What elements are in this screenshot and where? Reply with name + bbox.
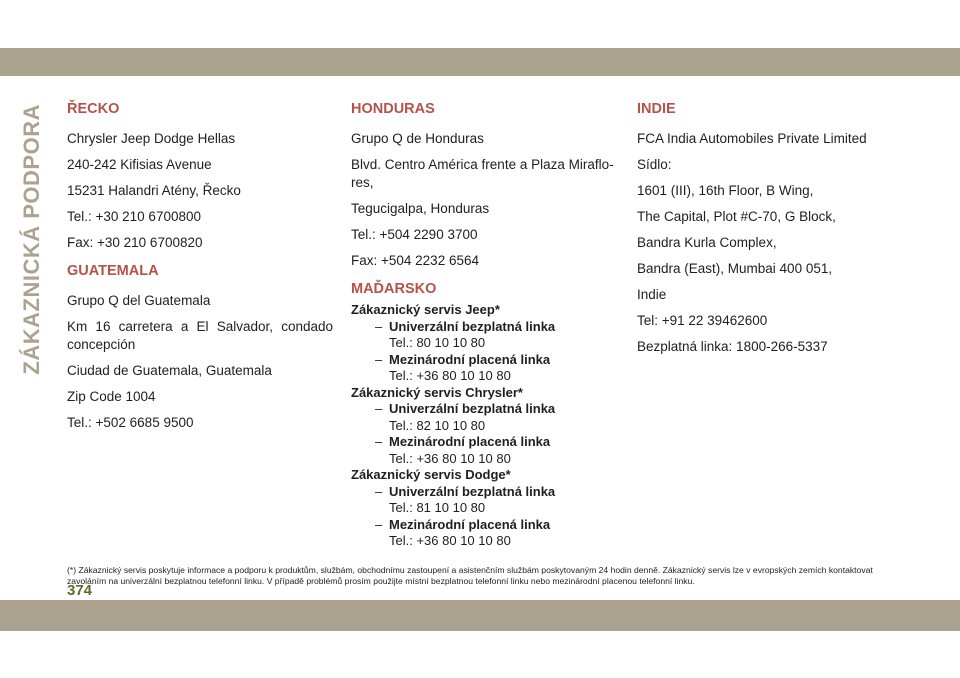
column-middle (351, 100, 617, 550)
service-line-item: – Univerzální bezplatná linka (375, 401, 556, 416)
heading-greece: ŘECKO (67, 101, 120, 117)
guatemala-line: Tel.: +502 6685 9500 (67, 415, 194, 430)
honduras-line: Grupo Q de Honduras (351, 131, 484, 146)
heading-guatemala: GUATEMALA (67, 263, 159, 279)
column-right (637, 100, 903, 364)
service-block-jeep (351, 302, 617, 385)
guatemala-line: Km 16 carretera a El Salvador, condado concepción (67, 319, 333, 352)
guatemala-line: Grupo Q del Guatemala (67, 293, 211, 308)
service-phone: Tel.: +36 80 10 10 80 (389, 368, 511, 383)
section-side-title-text: ZÁKAZNICKÁ PODPORA (19, 103, 44, 375)
honduras-line: Blvd. Centro América frente a Plaza Miraflo-res, (351, 157, 614, 190)
india-line: Bandra Kurla Complex, (637, 235, 777, 250)
service-phone: Tel.: 82 10 10 80 (389, 417, 486, 433)
india-line: Indie (637, 287, 667, 302)
footer-band (0, 600, 960, 631)
column-left (67, 100, 333, 440)
service-title: Zákaznický servis Dodge* (351, 467, 511, 482)
service-block-dodge (351, 467, 617, 550)
india-line: 1601 (III), 16th Floor, B Wing, (637, 183, 814, 198)
section-side-title (10, 100, 54, 378)
greece-line: Chrysler Jeep Dodge Hellas (67, 131, 236, 146)
service-title: Zákaznický servis Jeep* (351, 302, 500, 317)
india-line: Tel: +91 22 39462600 (637, 313, 768, 328)
india-line: Sídlo: (637, 157, 672, 172)
heading-honduras: HONDURAS (351, 101, 435, 117)
service-phone: Tel.: 80 10 10 80 (389, 335, 486, 350)
greece-line: Tel.: +30 210 6700800 (67, 209, 201, 224)
india-line: Bandra (East), Mumbai 400 051, (637, 261, 833, 276)
service-line-item: – Mezinárodní placená linka (375, 516, 551, 532)
service-title: Zákaznický servis Chrysler* (351, 384, 523, 400)
service-line-item: – Univerzální bezplatná linka (375, 483, 556, 499)
india-line: FCA India Automobiles Private Limited (637, 131, 867, 146)
india-line: The Capital, Plot #C-70, G Block, (637, 209, 836, 224)
service-phone: Tel.: +36 80 10 10 80 (389, 533, 511, 548)
greece-line: 240-242 Kifisias Avenue (67, 157, 212, 172)
footnote: (*) Zákaznický servis poskytuje informace a podporu k produktům, službám, obchodnímu zastoupení a asistenčním službám poskytovaným 24 hodin denně. Zákaznický servis lze v evropských zemích kontaktovat zavoláním na univerzální bezplatnou telefonní linku. V případě problémů prosím použijte místní bezplatnou telefonní linku nebo mezinárodní placenou telefonní linku. (67, 564, 873, 586)
service-line-item: – Mezinárodní placená linka (375, 351, 551, 367)
service-line-item: – Univerzální bezplatná linka (375, 318, 556, 334)
service-block-chrysler (351, 385, 617, 468)
india-line: Bezplatná linka: 1800-266-5337 (637, 339, 828, 354)
header-band (0, 48, 960, 76)
guatemala-line: Ciudad de Guatemala, Guatemala (67, 363, 272, 378)
honduras-line: Fax: +504 2232 6564 (351, 253, 479, 268)
heading-india: INDIE (637, 101, 676, 117)
honduras-line: Tegucigalpa, Honduras (351, 201, 490, 216)
honduras-line: Tel.: +504 2290 3700 (351, 227, 478, 242)
service-phone: Tel.: 81 10 10 80 (389, 500, 486, 515)
guatemala-line: Zip Code 1004 (67, 389, 156, 404)
page-number: 374 (67, 582, 93, 599)
greece-line: 15231 Halandri Atény, Řecko (67, 183, 241, 198)
service-line-item: – Mezinárodní placená linka (375, 434, 551, 449)
greece-line: Fax: +30 210 6700820 (67, 235, 203, 250)
heading-hungary: MAĎARSKO (351, 281, 437, 297)
service-phone: Tel.: +36 80 10 10 80 (389, 450, 511, 466)
